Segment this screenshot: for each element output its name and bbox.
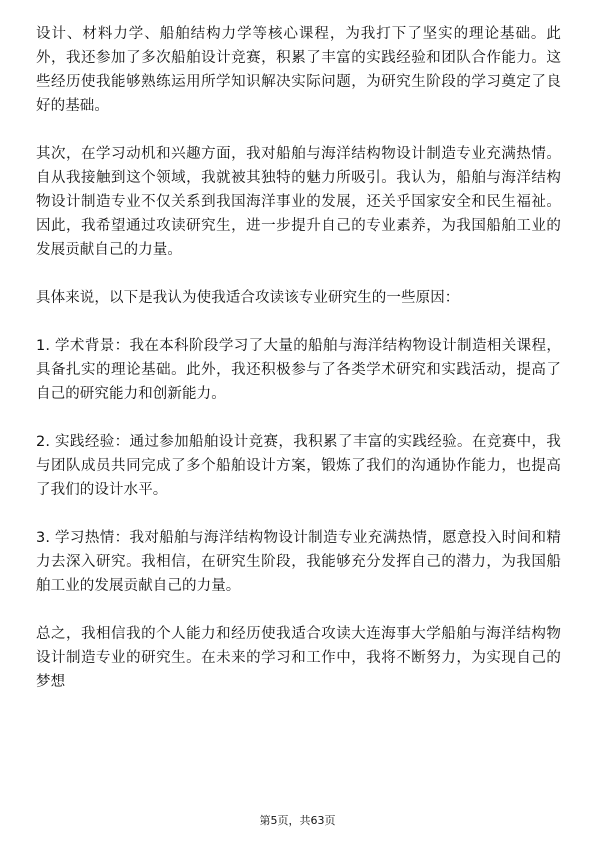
document-body — [36, 22, 561, 718]
paragraph-practical-experience: 2. 实践经验：通过参加船舶设计竞赛，我积累了丰富的实践经验。在竞赛中，我与团队成员共同完成了多个船舶设计方案，锻炼了我们的沟通协作能力，也提高了我们的设计水平。 — [36, 434, 561, 498]
paragraph-conclusion: 总之，我相信我的个人能力和经历使我适合攻读大连海事大学船舶与海洋结构物设计制造专业的研究生。在未来的学习和工作中，我将不断努力，为实现自己的梦想 — [36, 626, 561, 690]
page-number: 第5页，共63页 — [259, 814, 336, 827]
paragraph-learning-passion: 3. 学习热情：我对船舶与海洋结构物设计制造专业充满热情，愿意投入时间和精力去深入研究。我相信，在研究生阶段，我能够充分发挥自己的潜力，为我国船舶工业的发展贡献自己的力量。 — [36, 530, 561, 594]
paragraph-academic-background: 1. 学术背景：我在本科阶段学习了大量的船舶与海洋结构物设计制造相关课程，具备扎实的理论基础。此外，我还积极参与了各类学术研究和实践活动，提高了自己的研究能力和创新能力。 — [36, 338, 561, 402]
paragraph-foundation: 设计、材料力学、船舶结构力学等核心课程，为我打下了坚实的理论基础。此外，我还参加了多次船舶设计竞赛，积累了丰富的实践经验和团队合作能力。这些经历使我能够熟练运用所学知识解决实际问题，为研究生阶段的学习奠定了良好的基础。 — [36, 26, 561, 114]
paragraph-reasons-intro: 具体来说，以下是我认为使我适合攻读该专业研究生的一些原因： — [36, 290, 460, 306]
paragraph-motivation: 其次，在学习动机和兴趣方面，我对船舶与海洋结构物设计制造专业充满热情。自从我接触到这个领域，我就被其独特的魅力所吸引。我认为，船舶与海洋结构物设计制造专业不仅关系到我国海洋事业的发展，还关乎国家安全和民生福祉。因此，我希望通过攻读研究生，进一步提升自己的专业素养，为我国船舶工业的发展贡献自己的力量。 — [36, 146, 561, 258]
